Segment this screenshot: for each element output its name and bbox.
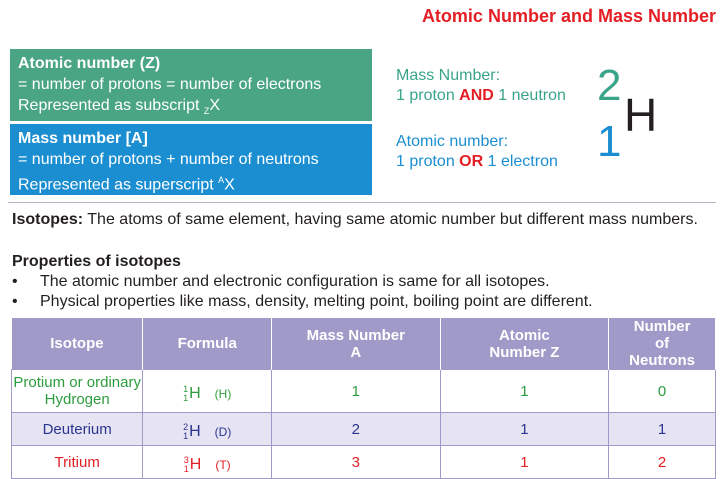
mass-number-cell: 1: [272, 370, 441, 413]
header-formula: Formula: [143, 318, 272, 370]
mass-number-notation: [18, 170, 364, 195]
isotope-name: Tritium: [12, 446, 143, 479]
annotation-text: 1 proton AND 1 neutron: [396, 87, 566, 104]
nuclide-atomic-number: 1: [597, 117, 622, 166]
isotope-name: Deuterium: [12, 413, 143, 446]
isotope-name: Protium or ordinary Hydrogen: [12, 370, 143, 413]
table-header-row: [12, 318, 716, 370]
mass-number-annotation: [396, 66, 566, 106]
bullet-icon: •: [12, 293, 18, 310]
list-item: • The atomic number and electronic configuration is same for all isotopes.: [12, 273, 550, 290]
isotopes-term: Isotopes:: [12, 211, 84, 228]
atomic-number-annotation: [396, 132, 558, 172]
annotation-label: Atomic number:: [396, 133, 509, 150]
annotation-label: Mass Number:: [396, 67, 501, 84]
isotopes-text: The atoms of same element, having same atomic number but different mass numbers.: [83, 211, 698, 228]
atomic-number-notation: [18, 95, 364, 122]
nuclide-element-symbol: H: [624, 89, 658, 141]
neutrons-cell: 2: [609, 446, 716, 479]
mass-number-cell: 3: [272, 446, 441, 479]
isotope-formula: 1 1 H (H): [143, 370, 272, 413]
isotope-formula: 2 1 H (D): [143, 413, 272, 446]
annotation-text: 1 proton OR 1 electron: [396, 153, 558, 170]
mass-number-cell: 2: [272, 413, 441, 446]
nuclide-mass-number: 2: [597, 61, 622, 110]
header-mass-number: Mass Number A: [272, 318, 441, 370]
notation-symbol: X: [224, 176, 235, 194]
atomic-number-cell: 1: [440, 446, 609, 479]
properties-heading: Properties of isotopes: [12, 253, 181, 270]
notation-superscript: A: [218, 175, 225, 185]
isotope-formula: 3 1 H (T): [143, 446, 272, 479]
bullet-icon: •: [12, 273, 18, 290]
atomic-number-definition: = number of protons = number of electrons: [18, 76, 322, 93]
mass-number-definition: = number of protons + number of neutrons: [18, 151, 319, 168]
page-title: Atomic Number and Mass Number: [421, 6, 716, 26]
header-neutrons: Number of Neutrons: [609, 318, 716, 370]
mass-number-box: [10, 124, 372, 195]
list-item: • Physical properties like mass, density, melting point, boiling point are different.: [12, 293, 593, 310]
notation-subscript: Z: [203, 106, 210, 117]
notation-text: Represented as superscript: [18, 176, 219, 194]
isotopes-definition: [12, 210, 702, 230]
notation-text: Represented as subscript: [18, 97, 204, 114]
table-row: [12, 413, 716, 446]
atomic-number-heading: Atomic number (Z): [18, 55, 161, 72]
atomic-number-cell: 1: [440, 413, 609, 446]
isotopes-table: [11, 318, 716, 479]
divider: [8, 202, 716, 203]
table-row: [12, 446, 716, 479]
header-atomic-number: Atomic Number Z: [440, 318, 609, 370]
table-row: [12, 370, 716, 413]
mass-number-heading: Mass number [A]: [18, 130, 148, 147]
atomic-number-box: [10, 49, 372, 121]
header-isotope: Isotope: [12, 318, 143, 370]
notation-symbol: X: [209, 97, 221, 114]
neutrons-cell: 1: [609, 413, 716, 446]
neutrons-cell: 0: [609, 370, 716, 413]
atomic-number-cell: 1: [440, 370, 609, 413]
